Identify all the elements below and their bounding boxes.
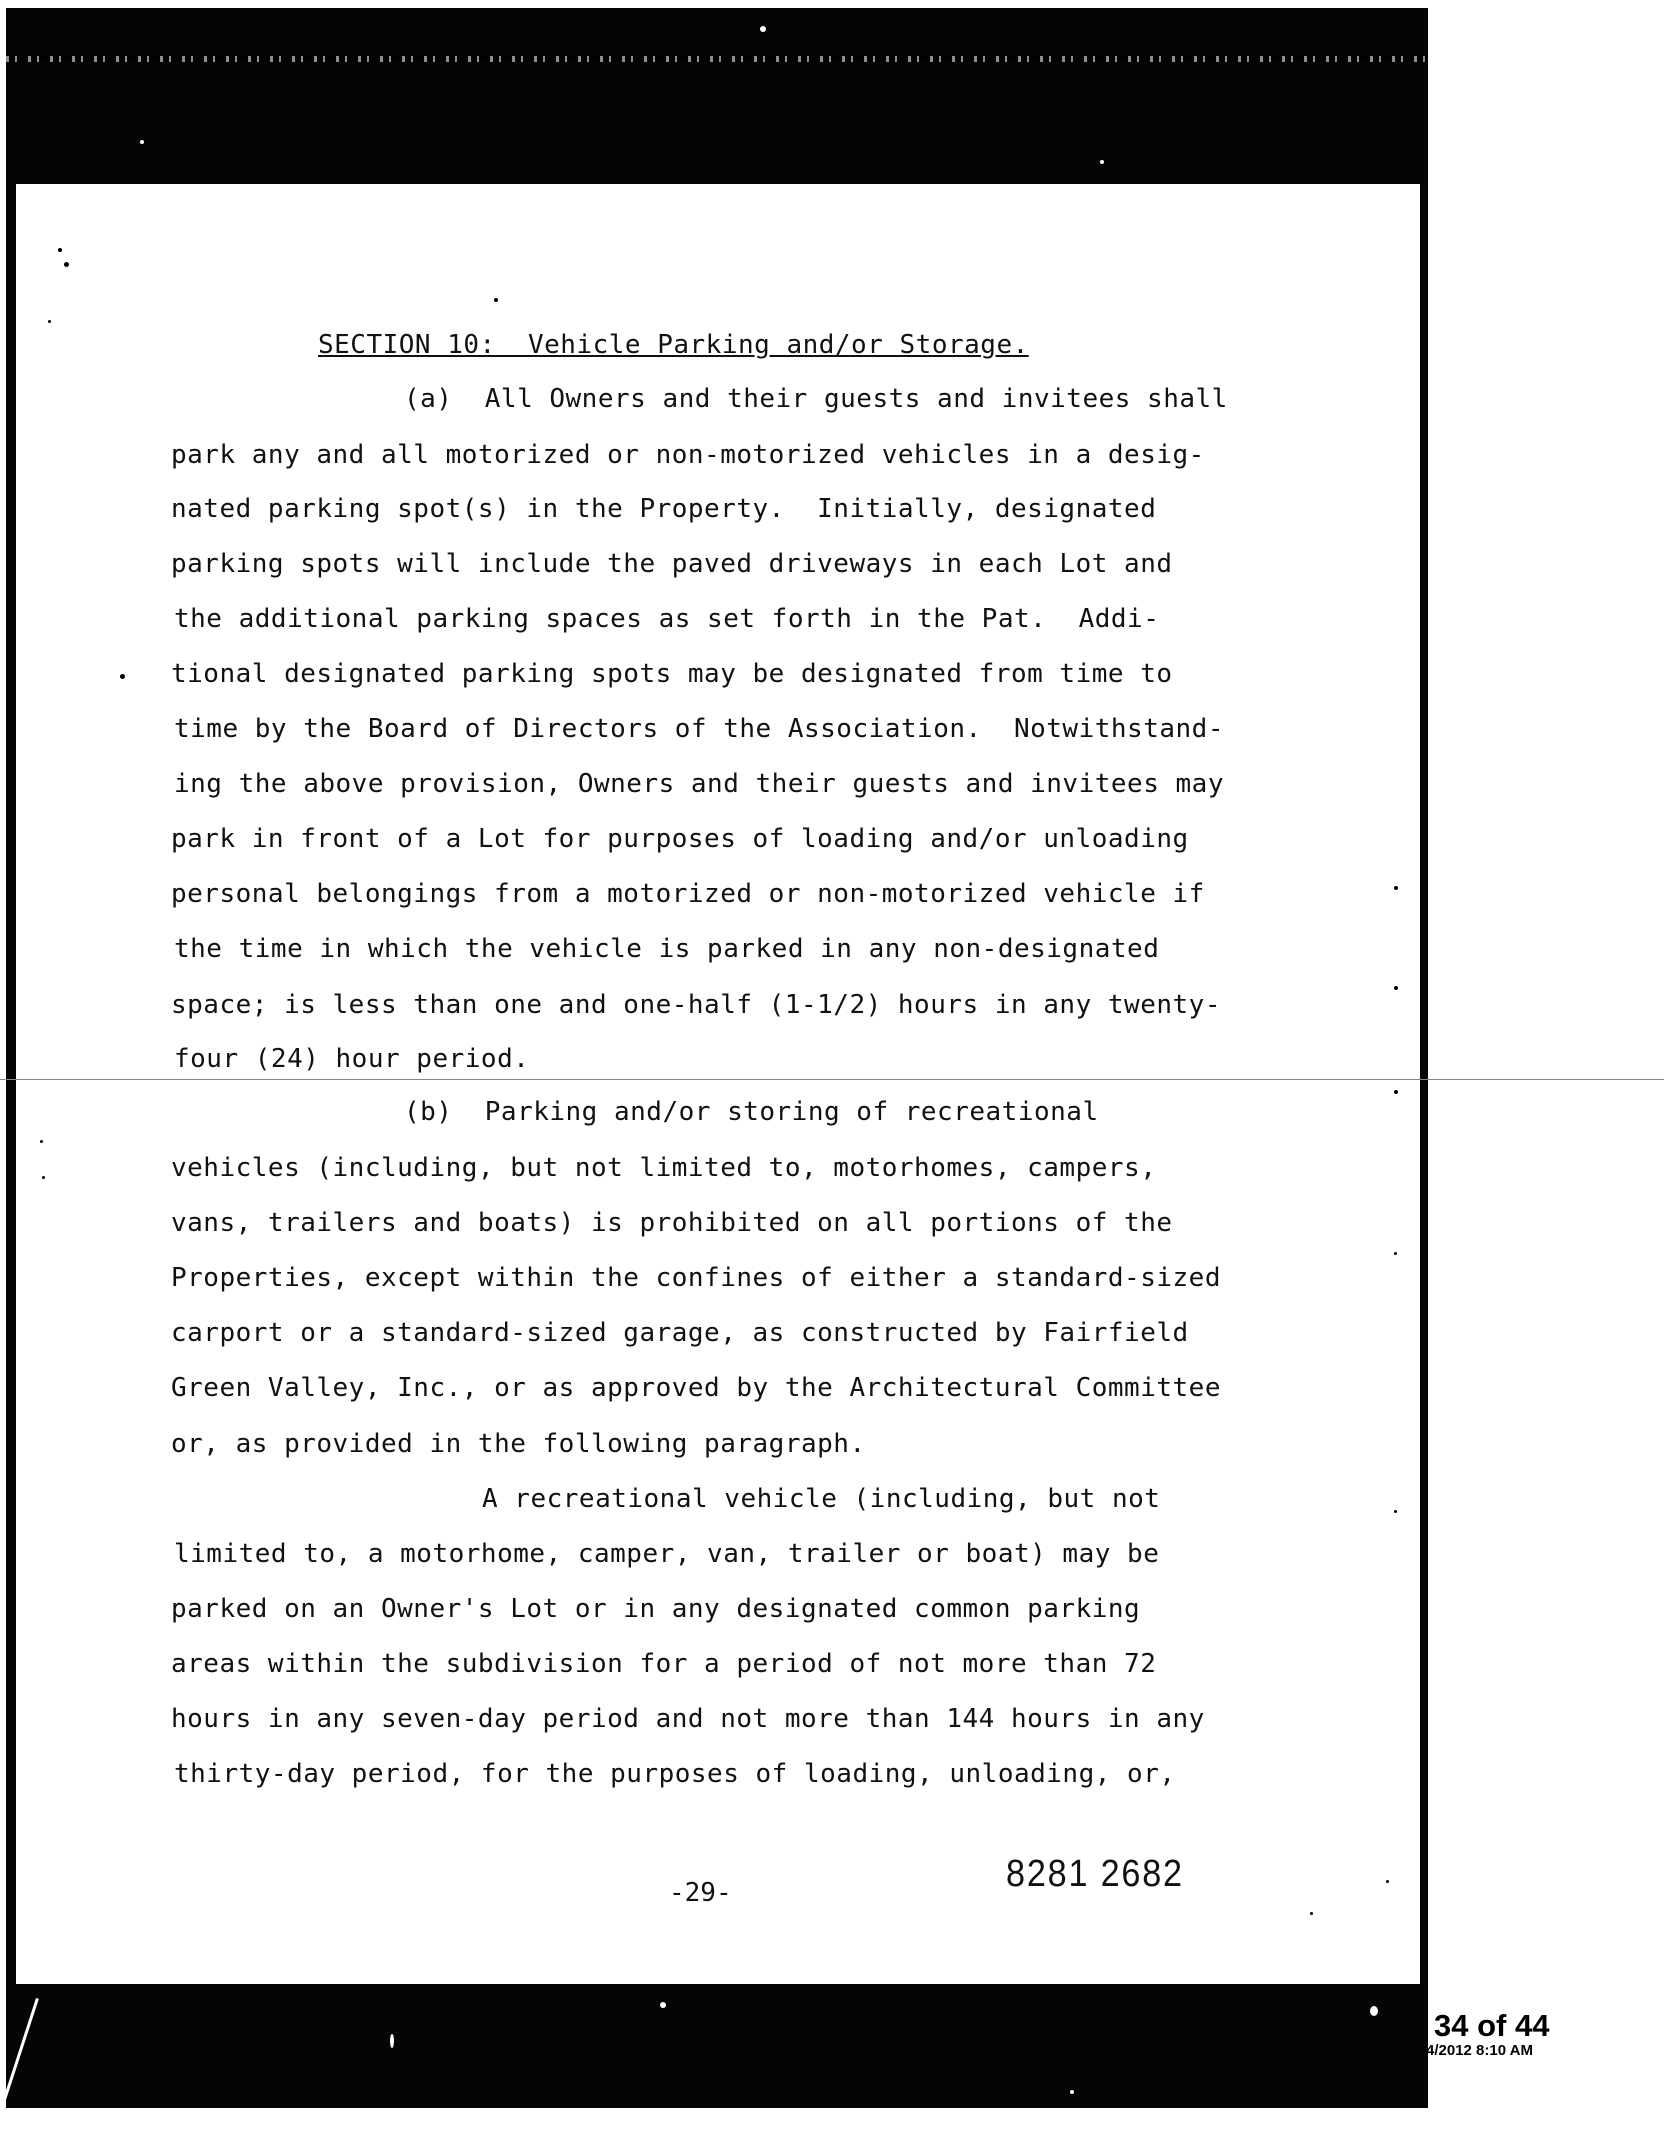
- text-line: areas within the subdivision for a period of not more than 72: [171, 1649, 1157, 1679]
- text-line: four (24) hour period.: [174, 1044, 530, 1074]
- scan-speck: [40, 1140, 43, 1143]
- text-line: tional designated parking spots may be designated from time to: [171, 659, 1173, 689]
- document-number: 8281 2682: [1006, 1853, 1184, 1895]
- text-line: (b) Parking and/or storing of recreational: [404, 1097, 1099, 1127]
- text-line: nated parking spot(s) in the Property. Initially, designated: [171, 494, 1157, 524]
- scan-speck: [1070, 2090, 1074, 2094]
- timestamp: 4/2012 8:10 AM: [1426, 2042, 1534, 2059]
- scan-edge-noise: [6, 56, 1428, 62]
- scan-artifact-stroke: [0, 1998, 39, 2113]
- text-line: Properties, except within the confines of either a standard-sized: [171, 1263, 1221, 1293]
- scan-speck: [1394, 1252, 1397, 1255]
- scan-speck: [48, 320, 51, 323]
- scan-speck: [1394, 986, 1398, 990]
- scan-speck: [760, 26, 766, 32]
- scan-speck: [1394, 1510, 1397, 1513]
- text-line: vehicles (including, but not limited to, motorhomes, campers,: [171, 1153, 1157, 1183]
- text-line: A recreational vehicle (including, but not: [482, 1484, 1161, 1514]
- scan-speck: [120, 674, 125, 679]
- text-line: the time in which the vehicle is parked in any non-designated: [174, 934, 1160, 964]
- text-line: ing the above provision, Owners and their guests and invitees may: [174, 769, 1224, 799]
- text-line: parked on an Owner's Lot or in any designated common parking: [171, 1594, 1141, 1624]
- text-line: parking spots will include the paved driveways in each Lot and: [171, 549, 1173, 579]
- text-line: hours in any seven-day period and not more than 144 hours in any: [171, 1704, 1205, 1734]
- scan-speck: [1370, 2006, 1378, 2016]
- scan-speck: [1386, 1880, 1389, 1883]
- scan-speck: [1310, 1912, 1313, 1915]
- text-line: personal belongings from a motorized or non-motorized vehicle if: [171, 879, 1205, 909]
- page-number: -29-: [669, 1878, 732, 1908]
- text-line: limited to, a motorhome, camper, van, trailer or boat) may be: [174, 1539, 1160, 1569]
- scan-speck: [390, 2034, 394, 2048]
- text-line: the additional parking spaces as set forth in the Pat. Addi-: [174, 604, 1160, 634]
- scan-speck: [660, 2002, 666, 2008]
- scan-speck: [42, 1176, 45, 1179]
- scan-speck: [140, 140, 144, 144]
- scan-speck: [1394, 886, 1398, 890]
- text-line: space; is less than one and one-half (1-1/2) hours in any twenty-: [171, 990, 1221, 1020]
- scan-speck: [64, 262, 69, 267]
- page-count: 34 of 44: [1434, 2008, 1550, 2043]
- page-divider-line: [0, 1079, 1664, 1080]
- text-line: park in front of a Lot for purposes of loading and/or unloading: [171, 824, 1189, 854]
- text-line: time by the Board of Directors of the Association. Notwithstand-: [174, 714, 1224, 744]
- text-line: or, as provided in the following paragraph.: [171, 1429, 866, 1459]
- text-line: thirty-day period, for the purposes of loading, unloading, or,: [174, 1759, 1176, 1789]
- text-line: park any and all motorized or non-motorized vehicles in a desig-: [171, 440, 1205, 470]
- scan-speck: [58, 248, 62, 252]
- text-line: Green Valley, Inc., or as approved by the Architectural Committee: [171, 1373, 1221, 1403]
- text-line: (a) All Owners and their guests and invitees shall: [404, 384, 1228, 414]
- text-line: carport or a standard-sized garage, as constructed by Fairfield: [171, 1318, 1189, 1348]
- section-heading: SECTION 10: Vehicle Parking and/or Storage.: [318, 330, 1029, 360]
- scan-speck: [1100, 160, 1104, 164]
- scan-speck: [494, 298, 498, 302]
- text-line: vans, trailers and boats) is prohibited on all portions of the: [171, 1208, 1173, 1238]
- scan-speck: [1394, 1090, 1398, 1094]
